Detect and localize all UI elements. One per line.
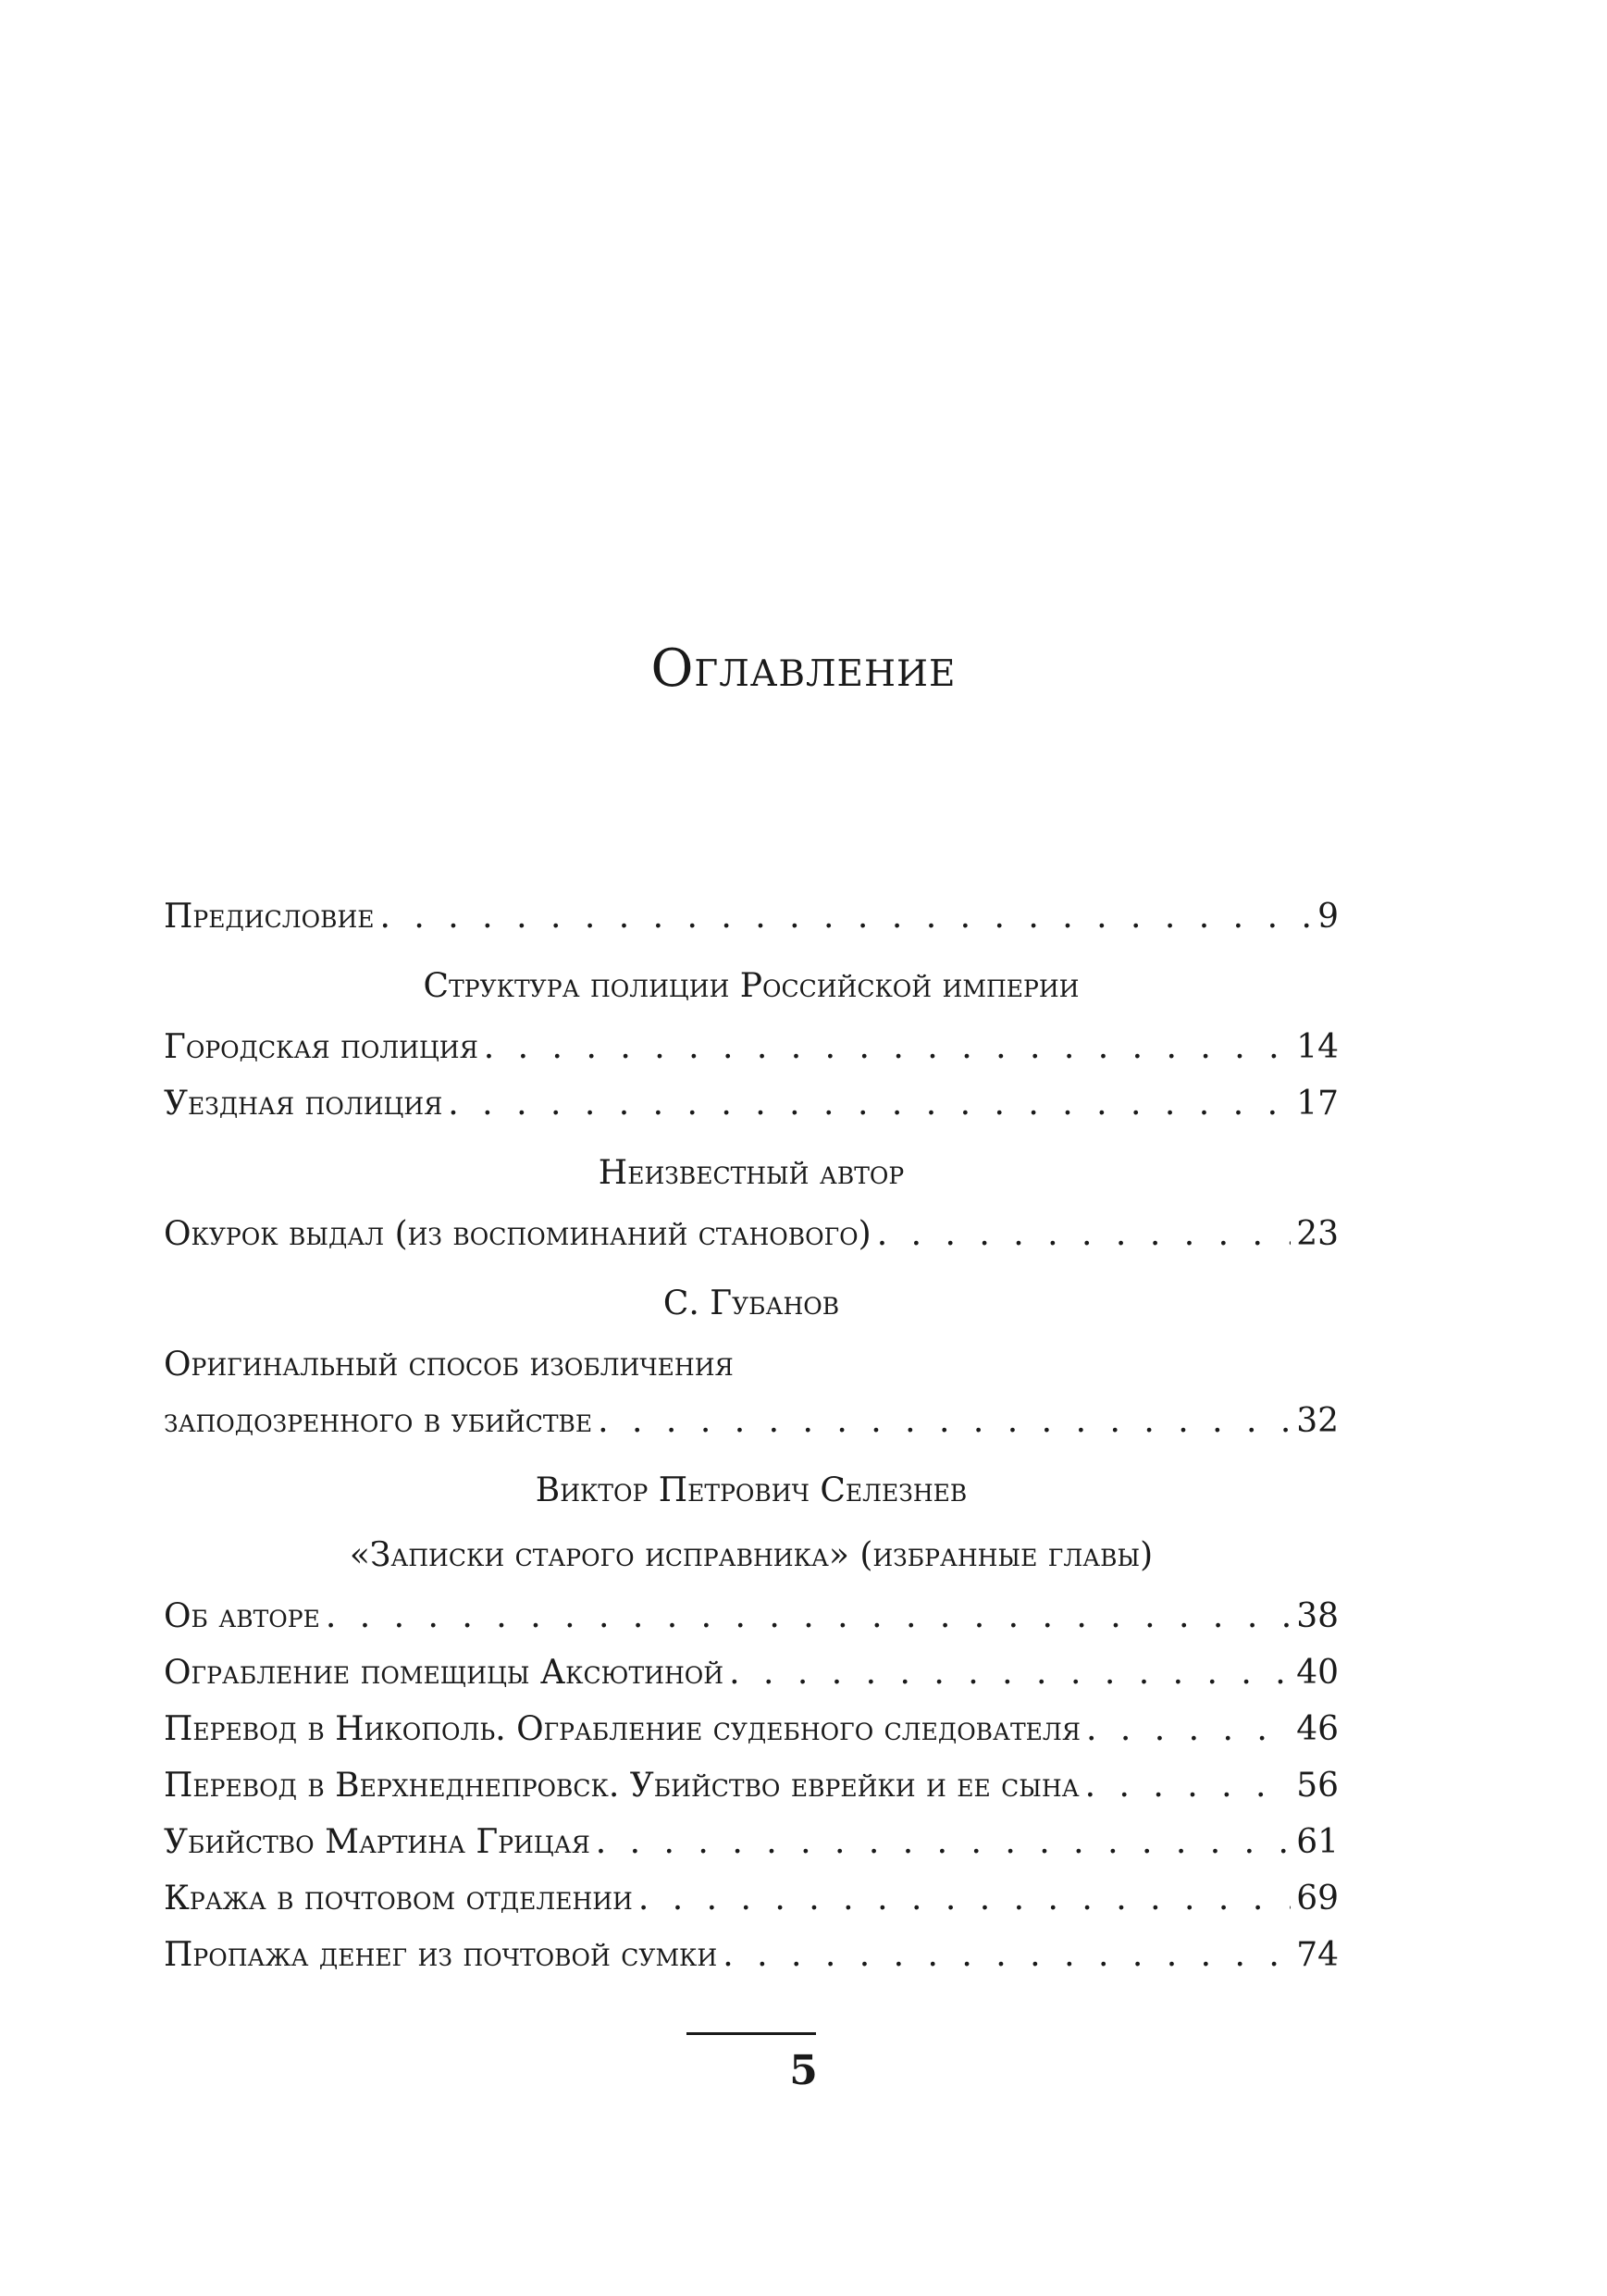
toc-entry-label: Окурок выдал (из воспоминаний станового) <box>164 1215 871 1253</box>
dot-leader <box>729 1644 1291 1701</box>
toc-entry-label: Ограбление помещицы Аксютиной <box>164 1654 724 1692</box>
section-heading: С. Губанов <box>662 1285 840 1322</box>
toc-entry-label: Кража в почтовом отделении <box>164 1880 633 1917</box>
section-heading: Структура полиции Российской империи <box>423 967 1080 1005</box>
dot-leader <box>596 1814 1291 1870</box>
dot-leader <box>877 1206 1291 1262</box>
toc-entry-page: 46 <box>1296 1710 1339 1748</box>
toc-entry-page: 14 <box>1296 1028 1339 1066</box>
toc-entry-label: Перевод в Никополь. Ограбление судебного следователя <box>164 1710 1081 1748</box>
dot-leader <box>448 1075 1291 1132</box>
toc-entry-page: 69 <box>1296 1880 1339 1917</box>
toc-entry-page: 56 <box>1296 1767 1339 1805</box>
section-heading: Неизвестный автор <box>598 1154 905 1192</box>
toc-entry-page: 61 <box>1296 1823 1339 1861</box>
dot-leader <box>380 888 1313 945</box>
folio-rule <box>686 2032 816 2035</box>
toc-entry-page: 17 <box>1296 1085 1339 1123</box>
toc-entry <box>164 1701 1339 1757</box>
toc-entry-label: заподозренного в убийстве <box>164 1402 593 1440</box>
toc-entry <box>164 1927 1339 1983</box>
section-subheading: «Записки старого исправника» (избранные главы) <box>349 1536 1154 1574</box>
toc-entry-page: 40 <box>1296 1654 1339 1692</box>
dot-leader <box>326 1588 1291 1644</box>
toc-entry-label: Перевод в Верхнеднепровск. Убийство еврейки и ее сына <box>164 1767 1080 1805</box>
dot-leader <box>1085 1757 1292 1814</box>
toc-entry <box>164 1588 1339 1644</box>
toc-entry-label: Пропажа денег из почтовой сумки <box>164 1936 718 1974</box>
toc-entry <box>164 1206 1339 1262</box>
toc-entry-label: Об авторе <box>164 1597 320 1635</box>
toc-entry-label: Убийство Мартина Грицая <box>164 1823 590 1861</box>
page-title: Оглавление <box>650 639 957 699</box>
toc-entry-page: 38 <box>1296 1597 1339 1635</box>
toc-entry <box>164 1757 1339 1814</box>
toc-entry-page: 23 <box>1296 1215 1339 1253</box>
section-heading: Виктор Петрович Селезнев <box>535 1471 968 1509</box>
dot-leader <box>723 1927 1291 1983</box>
toc-entry <box>164 1814 1339 1870</box>
dot-leader <box>598 1393 1291 1449</box>
toc-entry <box>164 1393 1339 1449</box>
toc-entry-page: 32 <box>1296 1402 1339 1440</box>
toc-entry-page: 9 <box>1317 898 1339 936</box>
toc-entry <box>164 1075 1339 1132</box>
toc-entry-label: Предисловие <box>164 898 375 936</box>
dot-leader <box>638 1870 1291 1927</box>
table-of-contents <box>164 888 1339 1983</box>
toc-entry-page: 74 <box>1296 1936 1339 1974</box>
toc-entry-label: Городская полиция <box>164 1028 478 1066</box>
dot-leader <box>484 1019 1291 1075</box>
page-number: 5 <box>789 2047 818 2094</box>
toc-entry-label-line: Оригинальный способ изобличения <box>164 1346 734 1384</box>
toc-entry <box>164 1644 1339 1701</box>
toc-entry-preface <box>164 888 1339 945</box>
toc-entry <box>164 1870 1339 1927</box>
dot-leader <box>1086 1701 1291 1757</box>
toc-entry <box>164 1019 1339 1075</box>
toc-entry-label: Уездная полиция <box>164 1085 443 1123</box>
